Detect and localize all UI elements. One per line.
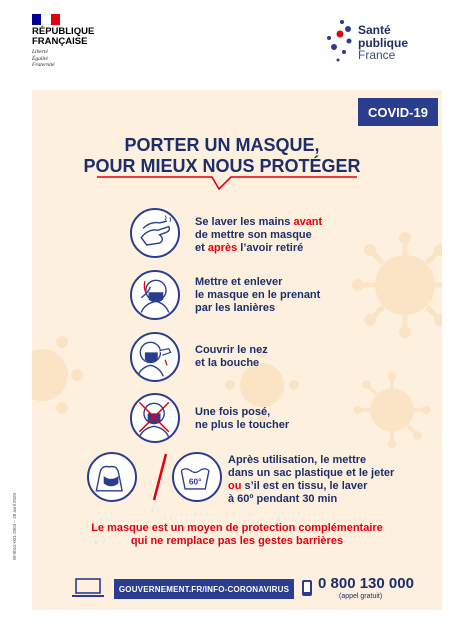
step-2-text: Mettre et enlever le masque en le prenant par les lanières (195, 276, 321, 314)
hand-washing-icon (130, 208, 180, 258)
wash-temperature-label: 60° (188, 477, 202, 487)
protection-note: Le masque est un moyen de protection complémentaire qui ne remplace pas les gestes barrières (91, 522, 383, 547)
sante-publique-france-logo (320, 16, 430, 66)
phone-icon (300, 579, 314, 597)
step-4-text: Une fois posé, ne plus le toucher (195, 406, 290, 431)
spf-dots-icon (320, 16, 356, 66)
footer (72, 577, 432, 601)
spf-wordmark: Santé publique France (358, 23, 408, 62)
plastic-bag-icon (87, 452, 137, 502)
poster (32, 90, 442, 610)
covid-badge: COVID-19 (358, 98, 438, 126)
speech-bubble-underline (97, 175, 357, 197)
french-flag-icon (32, 14, 60, 25)
virus-decoration-icon (350, 230, 442, 340)
mask-cover-nose-icon (130, 332, 180, 382)
republique-francaise-logo (32, 14, 142, 69)
slash-separator (150, 452, 170, 502)
republique-motto: Liberté Égalité Fraternité (32, 49, 55, 68)
document-reference: W-0015-001-2003 – 28 avril 2020 (12, 493, 17, 560)
step-5-text: Après utilisation, le mettre dans un sac plastique et le jeter ou s’il est en tissu, le laver à 60º pendant 30 min (228, 454, 395, 505)
page-title-line2: POUR MIEUX NOUS PROTÉGER (83, 156, 361, 176)
virus-decoration-icon (32, 330, 92, 420)
wash-60-icon (172, 452, 222, 502)
step-3-text: Couvrir le nez et la bouche (195, 344, 268, 369)
phone-number[interactable]: 0 800 130 000 (318, 575, 414, 592)
laptop-icon (72, 577, 104, 599)
mask-straps-icon (130, 270, 180, 320)
republique-name: RÉPUBLIQUE FRANÇAISE (32, 26, 95, 47)
phone-free-call-note: (appel gratuit) (339, 593, 383, 600)
page-title-line1: PORTER UN MASQUE, (124, 135, 320, 155)
step-1-text: Se laver les mains avant de mettre son masque et après l’avoir retiré (195, 216, 323, 254)
virus-decoration-icon (352, 370, 432, 450)
info-coronavirus-link[interactable]: GOUVERNEMENT.FR/INFO-CORONAVIRUS (114, 579, 294, 599)
no-touch-mask-icon (130, 393, 180, 443)
